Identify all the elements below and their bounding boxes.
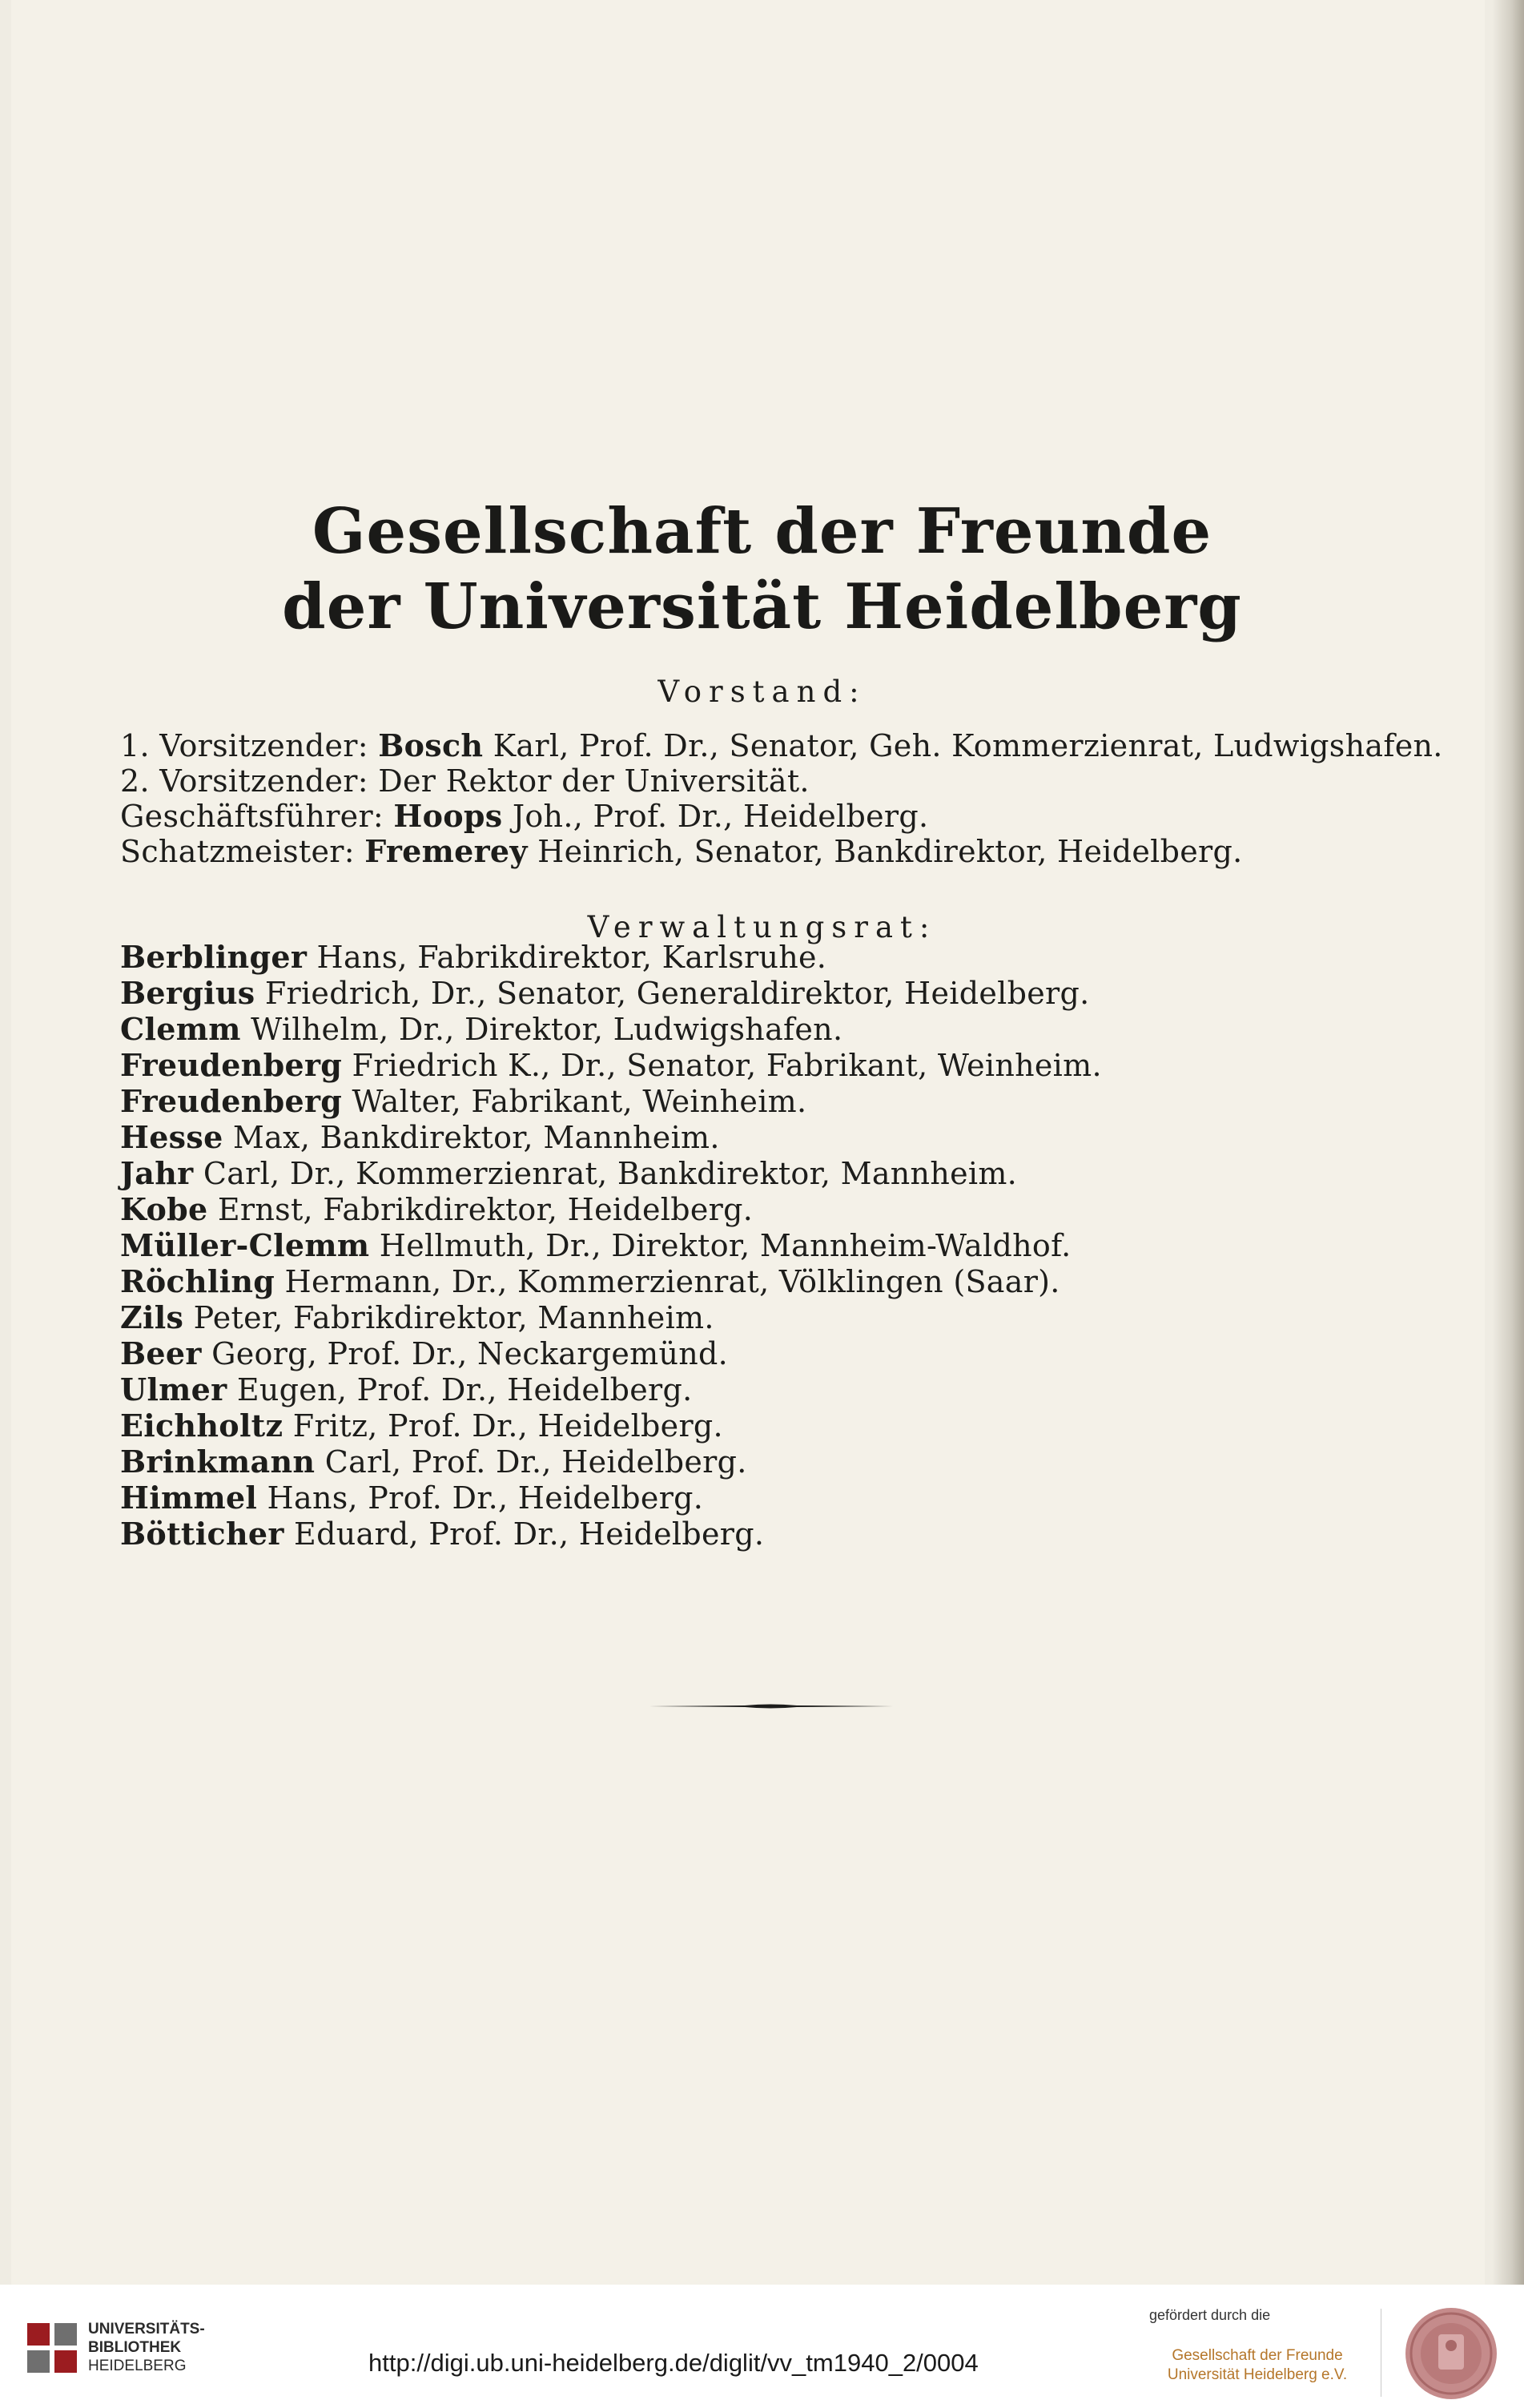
page-edge-shadow [1492,0,1524,2285]
entry-details: Walter, Fabrikant, Weinheim. [342,1084,807,1119]
document-title-line-1: Gesellschaft der Freunde [312,495,1212,568]
verwaltungsrat-entry [120,1371,693,1407]
verwaltungsrat-entry [120,939,826,975]
sponsor-name-line: Gesellschaft der Freunde [1172,2347,1343,2364]
verwaltungsrat-entry [120,1227,1071,1263]
verwaltungsrat-entry [120,1191,753,1227]
verwaltungsrat-entry [120,1335,728,1371]
entry-details: Peter, Fabrikdirektor, Mannheim. [183,1300,714,1335]
entry-name: Bergius [120,975,255,1011]
entry-name: Röchling [120,1263,275,1299]
entry-name: Hoops [393,798,503,834]
entry-name: Fremerey [364,833,528,869]
entry-name: Ulmer [120,1371,227,1407]
verwaltungsrat-entry [120,1155,1017,1191]
verwaltungsrat-heading: Verwaltungsrat: [587,910,937,944]
permalink-url[interactable]: http://digi.ub.uni-heidelberg.de/diglit/vv_tm1940_2/0004 [368,2349,979,2377]
entry-name: Himmel [120,1480,258,1516]
entry-role: Schatzmeister: [120,834,365,869]
entry-name: Freudenberg [120,1047,343,1083]
entry-details: Friedrich, Dr., Senator, Generaldirektor, Heidelberg. [255,976,1090,1011]
sponsor-name-line: Universität Heidelberg e.V. [1167,2366,1348,2383]
entry-name: Eichholtz [120,1407,283,1444]
entry-details: Hans, Prof. Dr., Heidelberg. [257,1480,704,1516]
ub-heidelberg-logo-icon [27,2323,78,2374]
entry-details: Ernst, Fabrikdirektor, Heidelberg. [207,1192,754,1227]
vorstand-entry [120,763,810,799]
entry-role: Geschäftsführer: [120,799,394,834]
verwaltungsrat-entry [120,975,1089,1011]
entry-name: Zils [120,1299,184,1335]
entry-name: Hesse [120,1119,223,1155]
entry-name: Müller-Clemm [120,1227,370,1263]
vorstand-entry [120,727,1443,763]
verwaltungsrat-entry [120,1407,723,1444]
entry-details: Hans, Fabrikdirektor, Karlsruhe. [307,940,827,975]
entry-details: Heinrich, Senator, Bankdirektor, Heidelberg. [527,834,1243,869]
entry-name: Bosch [378,727,484,763]
university-seal-icon [1403,2305,1499,2402]
digitization-footer [0,2285,1524,2408]
entry-details: Joh., Prof. Dr., Heidelberg. [502,799,929,834]
document-title-line-2: der Universität Heidelberg [282,570,1242,643]
entry-name: Brinkmann [120,1444,316,1480]
library-name [88,2320,205,2375]
entry-details: Carl, Dr., Kommerzienrat, Bankdirektor, Mannheim. [193,1156,1018,1191]
entry-details: Hellmuth, Dr., Direktor, Mannheim-Waldhof. [369,1228,1072,1263]
entry-details: Friedrich K., Dr., Senator, Fabrikant, Weinheim. [342,1048,1102,1083]
vorstand-entry [120,833,1242,869]
entry-name: Bötticher [120,1516,284,1552]
vorstand-heading: Vorstand: [657,674,867,709]
entry-details: Der Rektor der Universität. [378,763,810,799]
entry-details: Eugen, Prof. Dr., Heidelberg. [227,1372,693,1407]
verwaltungsrat-entry [120,1083,806,1119]
entry-name: Freudenberg [120,1083,343,1119]
ornamental-divider [649,1703,893,1709]
entry-role: 2. Vorsitzender: [120,763,379,799]
library-name-line: HEIDELBERG [88,2358,187,2374]
entry-name: Clemm [120,1011,241,1047]
entry-details: Max, Bankdirektor, Mannheim. [223,1120,720,1155]
library-name-line: UNIVERSITÄTS- [88,2321,205,2338]
entry-name: Berblinger [120,939,308,975]
entry-details: Carl, Prof. Dr., Heidelberg. [315,1444,747,1480]
verwaltungsrat-entry [120,1047,1102,1083]
sponsor-name [1149,2346,1365,2385]
entry-details: Wilhelm, Dr., Direktor, Ludwigshafen. [240,1012,843,1047]
vorstand-entry [120,798,928,834]
entry-details: Eduard, Prof. Dr., Heidelberg. [283,1516,765,1552]
library-name-line: BIBLIOTHEK [88,2339,182,2356]
sponsor-block [1149,2307,1365,2385]
entry-details: Karl, Prof. Dr., Senator, Geh. Kommerzienrat, Ludwigshafen. [483,728,1443,763]
entry-details: Fritz, Prof. Dr., Heidelberg. [283,1408,723,1444]
verwaltungsrat-entry [120,1444,747,1480]
entry-name: Beer [120,1335,202,1371]
verwaltungsrat-entry [120,1011,842,1047]
entry-name: Jahr [120,1155,194,1191]
sponsor-prefix: gefördert durch die [1149,2307,1271,2323]
entry-details: Hermann, Dr., Kommerzienrat, Völklingen (Saar). [275,1264,1060,1299]
entry-name: Kobe [120,1191,208,1227]
entry-details: Georg, Prof. Dr., Neckargemünd. [201,1336,728,1371]
verwaltungsrat-entry [120,1516,764,1552]
verwaltungsrat-entry [120,1119,720,1155]
verwaltungsrat-entry [120,1299,714,1335]
verwaltungsrat-entry [120,1263,1060,1299]
verwaltungsrat-entry [120,1480,703,1516]
entry-role: 1. Vorsitzender: [120,728,379,763]
